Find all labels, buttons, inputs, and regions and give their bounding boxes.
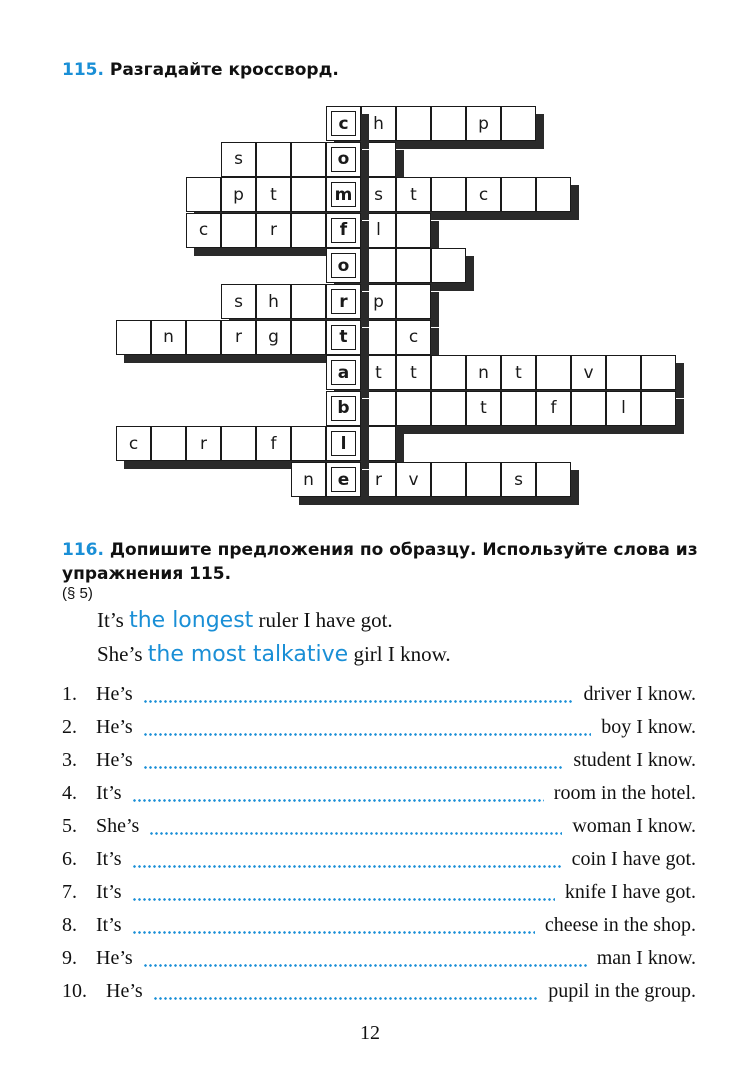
crossword-cell: c — [466, 177, 501, 212]
exercise-115-instruction: Разгадайте кроссворд. — [109, 60, 339, 80]
item-number: 6. — [62, 848, 77, 870]
example-answer: the most talkative — [147, 642, 349, 667]
crossword-cell — [501, 391, 536, 426]
crossword-cell — [396, 391, 431, 426]
crossword-cell — [571, 391, 606, 426]
answer-blank[interactable] — [143, 964, 587, 967]
exercise-115-number: 115. — [62, 60, 104, 80]
item-tail: pupil in the group. — [548, 980, 696, 1002]
crossword-cell — [431, 462, 466, 497]
crossword-cell — [501, 106, 536, 141]
crossword-key-cell: c — [326, 106, 361, 141]
exercise-item — [62, 782, 696, 810]
crossword-key-cell: f — [326, 213, 361, 248]
crossword-cell: p — [221, 177, 256, 212]
crossword-cell: v — [571, 355, 606, 390]
crossword-cell — [396, 248, 431, 283]
crossword-key-cell: r — [326, 284, 361, 319]
crossword-cell: p — [466, 106, 501, 141]
crossword-key-cell: b — [326, 391, 361, 426]
crossword-cell — [536, 177, 571, 212]
item-number: 4. — [62, 782, 77, 804]
crossword-cell — [151, 426, 186, 461]
crossword-cell: h — [361, 106, 396, 141]
crossword-cell: r — [361, 462, 396, 497]
crossword-cell: c — [186, 213, 221, 248]
exercise-item — [62, 683, 696, 711]
item-subject: It’s — [96, 782, 122, 804]
crossword-cell — [641, 355, 676, 390]
item-number: 9. — [62, 947, 77, 969]
crossword-cell: c — [396, 320, 431, 355]
crossword-cell — [256, 142, 291, 177]
answer-blank[interactable] — [132, 799, 544, 802]
item-subject: He’s — [96, 749, 133, 771]
crossword-key-cell: o — [326, 142, 361, 177]
crossword-cell: f — [536, 391, 571, 426]
item-tail: student I know. — [573, 749, 696, 771]
crossword-cell: g — [256, 320, 291, 355]
crossword-key-cell: m — [326, 177, 361, 212]
example-sentence — [97, 608, 393, 633]
crossword-cell: f — [256, 426, 291, 461]
crossword-key-cell: o — [326, 248, 361, 283]
crossword-cell — [361, 320, 396, 355]
crossword-key-cell: l — [326, 426, 361, 461]
answer-blank[interactable] — [153, 997, 538, 1000]
crossword-cell — [291, 284, 326, 319]
crossword-key-cell: t — [326, 320, 361, 355]
answer-blank[interactable] — [132, 898, 555, 901]
exercise-item — [62, 749, 696, 777]
crossword-cell: t — [396, 355, 431, 390]
crossword-cell: r — [221, 320, 256, 355]
exercise-item — [62, 914, 696, 942]
item-number: 7. — [62, 881, 77, 903]
item-subject: It’s — [96, 914, 122, 936]
item-tail: room in the hotel. — [553, 782, 696, 804]
item-number: 5. — [62, 815, 77, 837]
crossword-cell: t — [501, 355, 536, 390]
crossword-cell: h — [256, 284, 291, 319]
crossword-cell — [186, 177, 221, 212]
example-subject: It’s — [97, 608, 124, 632]
crossword-cell: t — [256, 177, 291, 212]
crossword-cell — [641, 391, 676, 426]
item-subject: She’s — [96, 815, 140, 837]
crossword-cell — [361, 426, 396, 461]
crossword-cell: l — [361, 213, 396, 248]
exercise-item — [62, 716, 696, 744]
crossword-cell — [606, 355, 641, 390]
crossword-cell: s — [221, 284, 256, 319]
crossword-cell — [431, 391, 466, 426]
crossword-cell: p — [361, 284, 396, 319]
page-number: 12 — [360, 1022, 380, 1044]
crossword-cell — [501, 177, 536, 212]
crossword-cell: n — [151, 320, 186, 355]
item-tail: cheese in the shop. — [544, 914, 696, 936]
item-tail: boy I know. — [601, 716, 696, 738]
crossword-cell: s — [221, 142, 256, 177]
crossword-cell: r — [256, 213, 291, 248]
crossword-cell: n — [291, 462, 326, 497]
exercise-116-number: 116. — [62, 540, 104, 560]
example-sentence — [97, 642, 451, 667]
crossword-cell: c — [116, 426, 151, 461]
crossword-cell: t — [396, 177, 431, 212]
grammar-reference: (§ 5) — [62, 585, 93, 602]
item-tail: coin I have got. — [571, 848, 696, 870]
crossword-cell — [396, 106, 431, 141]
item-tail: woman I know. — [572, 815, 696, 837]
example-tail: girl I know. — [353, 642, 451, 666]
crossword-cell — [466, 462, 501, 497]
crossword-cell — [536, 355, 571, 390]
exercise-116-instruction: Допишите предложения по образцу. Используйте слова из упражнения 115. — [62, 540, 698, 584]
crossword-cell: s — [361, 177, 396, 212]
item-tail: knife I have got. — [564, 881, 696, 903]
crossword-cell: l — [606, 391, 641, 426]
crossword-cell — [396, 284, 431, 319]
example-subject: She’s — [97, 642, 143, 666]
answer-blank[interactable] — [149, 832, 562, 835]
crossword-cell — [431, 106, 466, 141]
exercise-item — [62, 980, 696, 1008]
item-subject: He’s — [96, 947, 133, 969]
crossword-cell — [431, 248, 466, 283]
exercise-116-heading — [62, 538, 712, 586]
crossword-cell — [291, 213, 326, 248]
crossword-cell: s — [501, 462, 536, 497]
crossword-cell — [116, 320, 151, 355]
answer-blank[interactable] — [143, 766, 563, 769]
item-subject: He’s — [96, 683, 133, 705]
crossword-cell: r — [186, 426, 221, 461]
answer-blank[interactable] — [143, 733, 591, 736]
crossword-cell: v — [396, 462, 431, 497]
crossword-key-cell: e — [326, 462, 361, 497]
exercise-item — [62, 947, 696, 975]
item-subject: He’s — [106, 980, 143, 1002]
crossword-cell: t — [466, 391, 501, 426]
item-number: 1. — [62, 683, 77, 705]
crossword-cell — [361, 142, 396, 177]
exercise-item — [62, 848, 696, 876]
crossword-cell — [221, 426, 256, 461]
crossword-cell: n — [466, 355, 501, 390]
item-number: 8. — [62, 914, 77, 936]
item-number: 3. — [62, 749, 77, 771]
crossword-cell: t — [361, 355, 396, 390]
exercise-item — [62, 881, 696, 909]
item-number: 10. — [62, 980, 87, 1002]
crossword-cell — [536, 462, 571, 497]
answer-blank[interactable] — [132, 931, 535, 934]
item-subject: It’s — [96, 848, 122, 870]
crossword-grid — [0, 0, 746, 520]
crossword-cell — [361, 391, 396, 426]
crossword-cell — [291, 426, 326, 461]
item-subject: He’s — [96, 716, 133, 738]
example-tail: ruler I have got. — [258, 608, 393, 632]
crossword-cell — [431, 355, 466, 390]
example-answer: the longest — [129, 608, 254, 633]
crossword-cell — [431, 177, 466, 212]
crossword-cell — [396, 213, 431, 248]
crossword-cell — [291, 177, 326, 212]
item-subject: It’s — [96, 881, 122, 903]
crossword-key-cell: a — [326, 355, 361, 390]
crossword-cell — [361, 248, 396, 283]
answer-blank[interactable] — [143, 700, 573, 703]
exercise-item — [62, 815, 696, 843]
item-number: 2. — [62, 716, 77, 738]
crossword-cell — [291, 142, 326, 177]
answer-blank[interactable] — [132, 865, 562, 868]
item-tail: man I know. — [596, 947, 696, 969]
crossword-cell — [291, 320, 326, 355]
item-tail: driver I know. — [583, 683, 696, 705]
crossword-cell — [186, 320, 221, 355]
crossword-cell — [221, 213, 256, 248]
